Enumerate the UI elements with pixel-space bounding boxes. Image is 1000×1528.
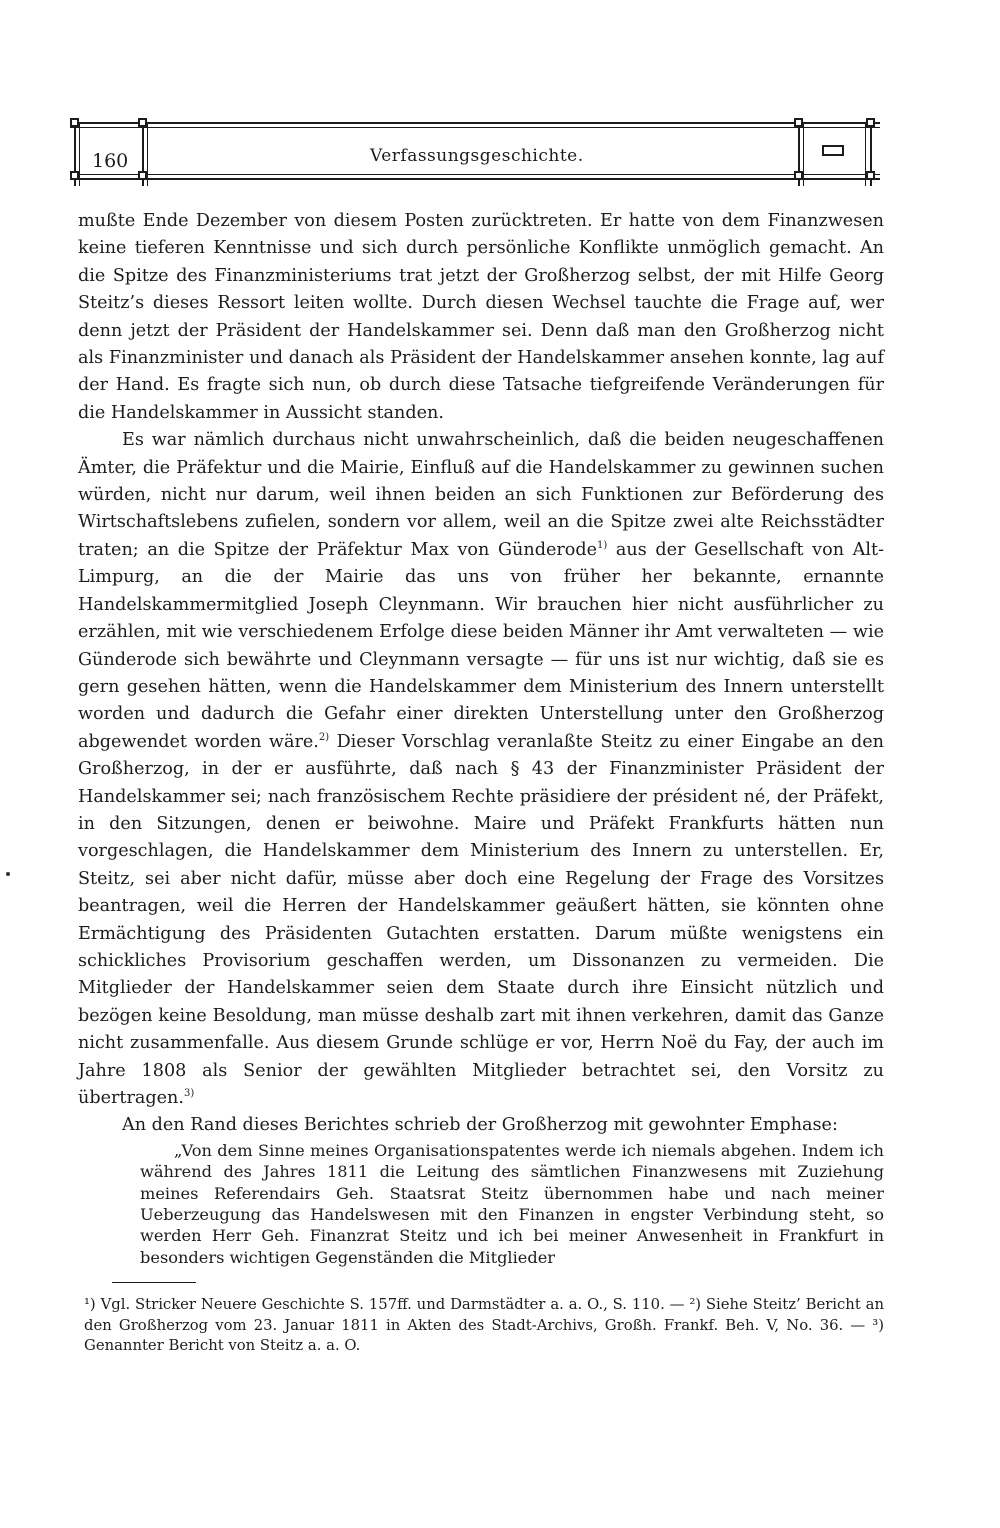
block-quote xyxy=(140,1140,884,1268)
header-corner-box xyxy=(794,118,803,127)
header-corner-box xyxy=(866,171,875,180)
header-rule-top-inner xyxy=(70,127,880,128)
paragraph: An den Rand dieses Berichtes schrieb der Großherzog mit gewohnter Emphase: xyxy=(122,1115,838,1136)
header-corner-box xyxy=(70,171,79,180)
footnote-ref: 2) xyxy=(318,731,330,743)
paragraph xyxy=(78,427,884,1112)
header-corner-box xyxy=(70,118,79,127)
running-header xyxy=(70,118,880,192)
paragraph-text: Dieser Vorschlag veranlaßte Steitz zu einer Eingabe an den Großherzog, in der er ausführte, daß nach § 43 der Finanzminister Präsident der Handelskammer sei; nach französischem Rechte präsidiere der président né, der Präfekt, in den Sitzungen, denen er beiwohne. Maire und Präfekt Frankfurts hätten nun vorgeschlagen, die Handelskammer dem Ministerium des Innern zu unterstellen. Er, Steitz, sei aber nicht dafür, müsse aber doch eine Regelung der Frage des Vorsitzes beantragen, weil die Herren der Handelskammer geäußert hätten, sie könnten ohne Ermächtigung des Präsidenten Gutachten erstatten. Darum müßte wenigstens ein schickliches Provisorium geschaffen werden, um Dissonanzen zu vermeiden. Die Mitglieder der Handelskammer seien dem Staate durch ihre Einsicht nützlich und bezögen keine Besoldung, man müsse deshalb zart mit ihnen verkehren, damit das Ganze nicht zusammenfalle. Aus diesem Grunde schlüge er vor, Herrn Noë du Fay, der auch im Jahre 1808 als Senior der gewählten Mitglieder betrachtet sei, den Vorsitz zu übertragen. xyxy=(78,731,884,1108)
header-rule-bottom-inner xyxy=(70,174,880,175)
paragraph: mußte Ende Dezember von diesem Posten zurücktreten. Er hatte von dem Finanzwesen keine tieferen Kenntnisse und sich durch persönliche Konflikte unmöglich gemacht. An die Spitze des Finanzministeriums trat jetzt der Großherzog selbst, der mit Hilfe Georg Steitz’s dieses Ressort leiten wollte. Durch diesen Wechsel tauchte die Frage auf, wer denn jetzt der Präsident der Handelskammer sei. Denn daß man den Großherzog nicht als Finanzminister und danach als Präsident der Handelskammer ansehen konnte, lag auf der Hand. Es fragte sich nun, ob durch diese Tatsache tiefgreifende Veränderungen für die Handelskammer in Aussicht standen. xyxy=(78,211,884,423)
body-text xyxy=(78,208,884,1357)
header-ornament-icon xyxy=(822,145,844,156)
header-rule-ornament-left-inner xyxy=(803,124,804,186)
header-corner-box xyxy=(138,118,147,127)
header-rule-left-inner xyxy=(79,124,80,186)
header-rule-top xyxy=(70,122,880,124)
footnote-separator xyxy=(112,1282,196,1283)
scan-speck xyxy=(6,872,10,876)
header-corner-box xyxy=(866,118,875,127)
paragraph-text: aus der Gesellschaft von Alt-Limpurg, an die der Mairie das uns von früher her bekannte, ernannte Handelskammermitglied Joseph Cleynmann. Wir brauchen hier nicht ausführlicher zu erzählen, mit wie verschiedenem Erfolge diese beiden Männer ihr Amt verwalteten — wie Günderode sich bewährte und Cleynmann versagte — für uns ist nur wichtig, daß sie es gern gesehen hätten, wenn die Handelskammer dem Ministerium des Innern unterstellt worden und dadurch die Gefahr einer direkten Unterstellung unter den Großherzog abgewendet worden wäre. xyxy=(78,539,884,752)
header-corner-box xyxy=(138,171,147,180)
page-number: 160 xyxy=(92,150,129,172)
header-rule-bottom xyxy=(70,178,880,180)
paragraph-text: Es war nämlich durchaus nicht unwahrscheinlich, daß die beiden neugeschaffenen Ämter, die Präfektur und die Mairie, Einfluß auf die Handelskammer zu gewinnen suchen würden, nicht nur darum, weil ihnen beiden an sich Funktionen zur Beförderung des Wirtschaftslebens zufielen, sondern vor allem, weil an die Spitze zwei alte Reichsstädter traten; an die Spitze der Präfektur Max von Günderode xyxy=(78,430,884,560)
block-quote-text: „Von dem Sinne meines Organisationspatentes werde ich niemals abgehen. Indem ich während des Jahres 1811 die Leitung des sämtlichen Finanzwesens mit Zuziehung meines Referendairs Geh. Staatsrat Steitz übernommen habe und nach meiner Ueberzeugung das Handelswesen mit den Finanzen in engster Verbindung steht, so werden Herr Geh. Finanzrat Steitz und ich bei meiner Anwesenheit in Frankfurt in besonders wichtigen Gegenständen die Mitglieder xyxy=(140,1140,884,1267)
header-corner-box xyxy=(794,171,803,180)
footnotes: ¹) Vgl. Stricker Neuere Geschichte S. 157ff. und Darmstädter a. a. O., S. 110. — ²) Siehe Steitz’ Bericht an den Großherzog vom 23. Januar 1811 in Akten des Stadt-Archivs, Großh. Frankf. Beh. V, No. 36. — ³) Genannter Bericht von Steitz a. a. O. xyxy=(84,1296,884,1355)
footnote-ref: 1) xyxy=(597,540,608,552)
running-title: Verfassungsgeschichte. xyxy=(370,146,584,166)
footnote-ref: 3) xyxy=(183,1088,195,1100)
